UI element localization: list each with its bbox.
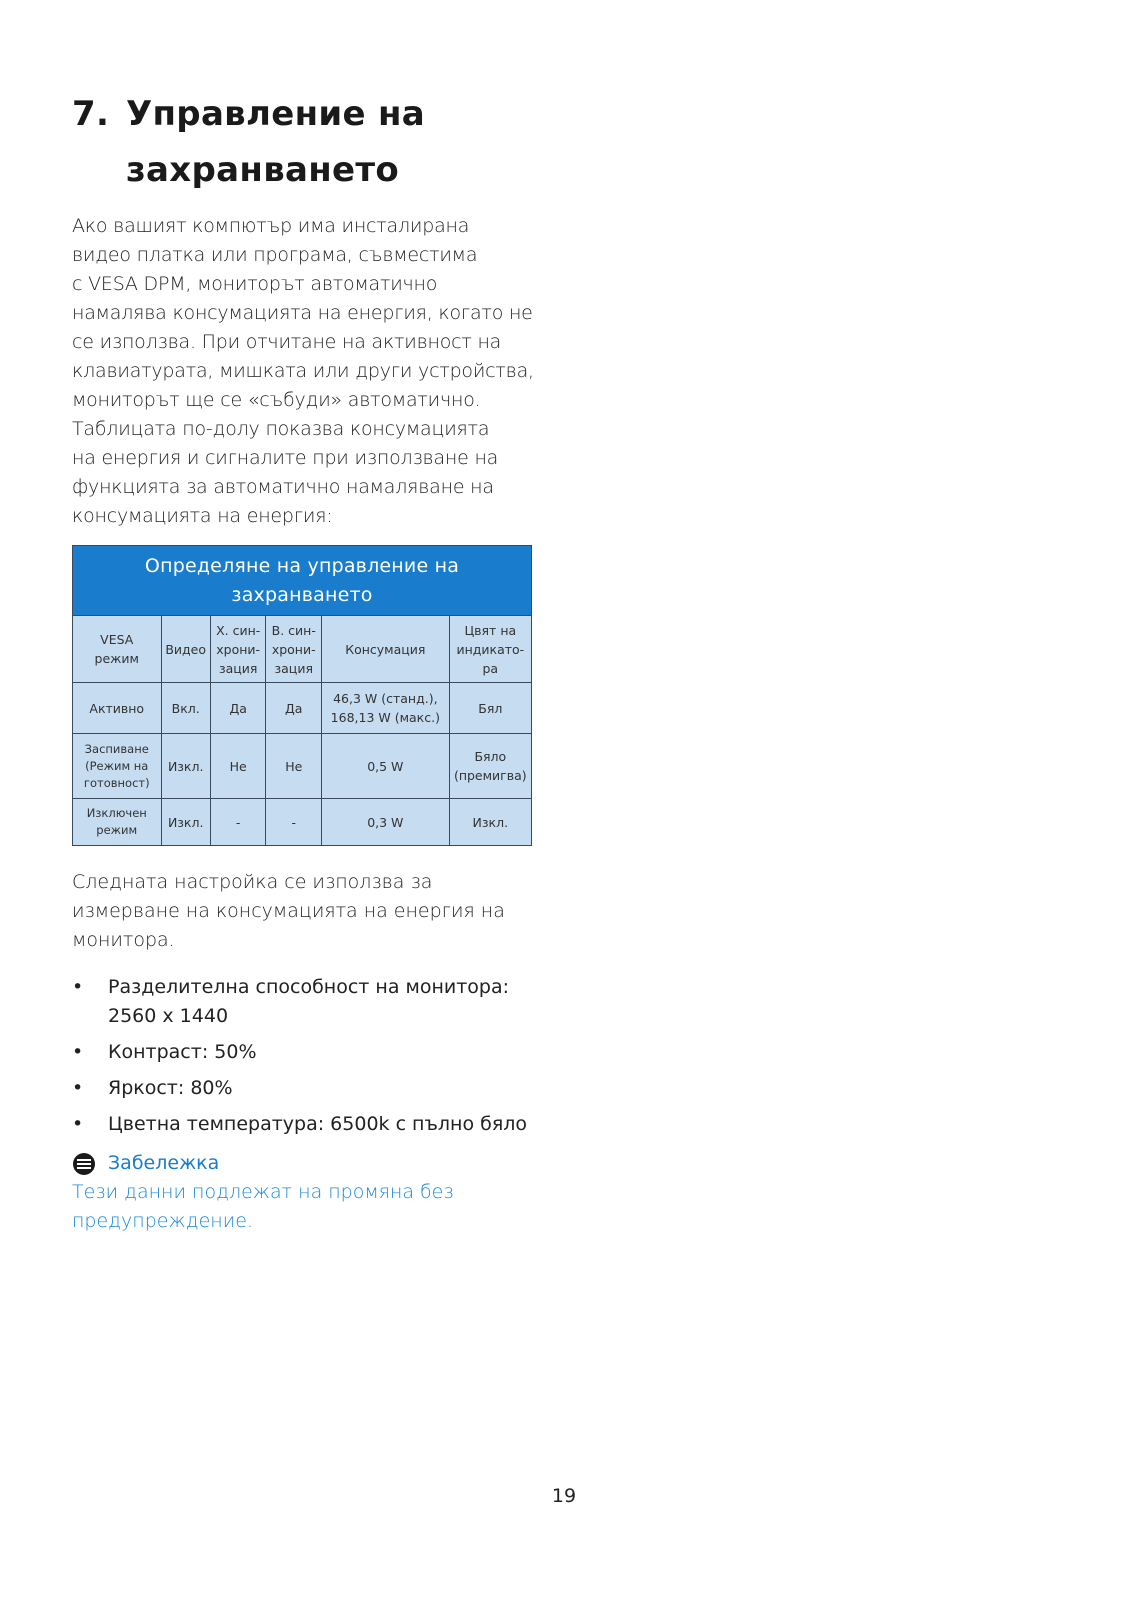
section-title-line-1: Управление на xyxy=(126,94,426,134)
header-text: ра xyxy=(482,660,499,676)
header-text: режим xyxy=(94,651,139,666)
settings-list xyxy=(72,973,532,1139)
header-vsync xyxy=(266,616,322,683)
list-item-text: Цветна температура: 6500k с пълно бяло xyxy=(108,1113,528,1135)
note-line: предупреждение. xyxy=(72,1210,253,1232)
power-management-table xyxy=(72,545,532,846)
table-row xyxy=(73,683,532,734)
intro-line: консумацията на енергия: xyxy=(72,505,333,527)
table-row xyxy=(73,799,532,846)
header-text: зация xyxy=(274,660,313,676)
section-number: 7. xyxy=(72,94,110,134)
header-hsync xyxy=(210,616,266,683)
cell-text: Бяло xyxy=(474,749,507,764)
cell-video: Изкл. xyxy=(161,799,210,846)
intro-line: с VESA DPM, мониторът автоматично xyxy=(72,273,438,295)
paragraph-line: Следната настройка се използва за xyxy=(72,871,433,893)
bullet-icon: • xyxy=(72,1113,84,1135)
header-text: В. син- xyxy=(271,622,316,638)
table-caption-line-2: захранването xyxy=(231,584,373,606)
cell-vsync: Да xyxy=(266,683,322,734)
measurement-paragraph xyxy=(72,868,532,955)
cell-vsync: - xyxy=(266,799,322,846)
cell-power xyxy=(322,683,450,734)
page-number: 19 xyxy=(551,1485,577,1507)
cell-text: 46,3 W (станд.), xyxy=(333,691,438,706)
table-caption xyxy=(73,546,532,616)
bullet-icon: • xyxy=(72,976,84,998)
intro-line: видео платка или програма, съвместима xyxy=(72,244,478,266)
intro-line: на енергия и сигналите при използване на xyxy=(72,447,499,469)
cell-mode xyxy=(73,799,162,846)
intro-paragraph xyxy=(72,212,532,531)
header-text: хрони- xyxy=(216,641,261,657)
intro-line: мониторът ще се «събуди» автоматично. xyxy=(72,389,481,411)
list-item xyxy=(72,1110,532,1139)
cell-text: (Режим на xyxy=(85,758,149,773)
table-row xyxy=(73,734,532,799)
header-led-color xyxy=(449,616,531,683)
list-item-text: Контраст: 50% xyxy=(108,1041,257,1063)
note-box xyxy=(72,1149,532,1236)
header-text: хрони- xyxy=(271,641,316,657)
header-text: Цвят на xyxy=(464,622,517,638)
cell-text: режим xyxy=(96,823,138,837)
cell-text: готовност) xyxy=(83,775,150,790)
cell-text: (премигва) xyxy=(453,768,527,783)
page-content xyxy=(72,86,532,1236)
cell-led-color xyxy=(449,734,531,799)
cell-vsync: Не xyxy=(266,734,322,799)
note-text xyxy=(72,1178,532,1236)
cell-power: 0,5 W xyxy=(322,734,450,799)
note-header xyxy=(72,1149,532,1178)
note-title: Забележка xyxy=(108,1152,220,1174)
cell-led-color: Изкл. xyxy=(449,799,531,846)
intro-line: клавиатурата, мишката или други устройства, xyxy=(72,360,534,382)
header-text: зация xyxy=(218,660,258,676)
cell-video: Изкл. xyxy=(161,734,210,799)
table-header-row xyxy=(73,616,532,683)
list-item-text: Разделителна способност на монитора: xyxy=(108,976,510,998)
header-text: индикато- xyxy=(456,641,525,657)
section-title xyxy=(126,86,456,198)
cell-mode: Активно xyxy=(73,683,162,734)
cell-text: Изключен xyxy=(86,806,147,820)
intro-line: функцията за автоматично намаляване на xyxy=(72,476,494,498)
header-text: VESA xyxy=(100,632,134,647)
intro-line: намалява консумацията на енергия, когато не xyxy=(72,302,533,324)
cell-video: Вкл. xyxy=(161,683,210,734)
header-vesa-mode xyxy=(73,616,162,683)
table-caption-line-1: Определяне на управление на xyxy=(144,555,460,577)
intro-line: Ако вашият компютър има инсталирана xyxy=(72,215,470,237)
note-icon xyxy=(72,1152,96,1176)
section-title-line-2: захранването xyxy=(126,150,400,190)
list-item-text: 2560 x 1440 xyxy=(108,1005,229,1027)
list-item xyxy=(72,1038,532,1067)
cell-text: Заспиване xyxy=(84,741,149,756)
header-text: Х. син- xyxy=(216,622,261,638)
cell-led-color: Бял xyxy=(449,683,531,734)
paragraph-line: измерване на консумацията на енергия на xyxy=(72,900,505,922)
cell-hsync: Не xyxy=(210,734,266,799)
bullet-icon: • xyxy=(72,1077,84,1099)
header-power: Консумация xyxy=(322,616,450,683)
list-item-text: Яркост: 80% xyxy=(108,1077,233,1099)
list-item xyxy=(72,973,532,1031)
list-item xyxy=(72,1074,532,1103)
cell-mode xyxy=(73,734,162,799)
cell-hsync: Да xyxy=(210,683,266,734)
intro-line: се използва. При отчитане на активност на xyxy=(72,331,502,353)
cell-hsync: - xyxy=(210,799,266,846)
paragraph-line: монитора. xyxy=(72,929,175,951)
note-line: Тези данни подлежат на промяна без xyxy=(72,1181,454,1203)
intro-line: Таблицата по-долу показва консумацията xyxy=(72,418,490,440)
cell-text: 168,13 W (макс.) xyxy=(330,710,440,725)
section-heading xyxy=(72,86,532,198)
cell-power: 0,3 W xyxy=(322,799,450,846)
bullet-icon: • xyxy=(72,1041,84,1063)
header-video: Видео xyxy=(161,616,210,683)
